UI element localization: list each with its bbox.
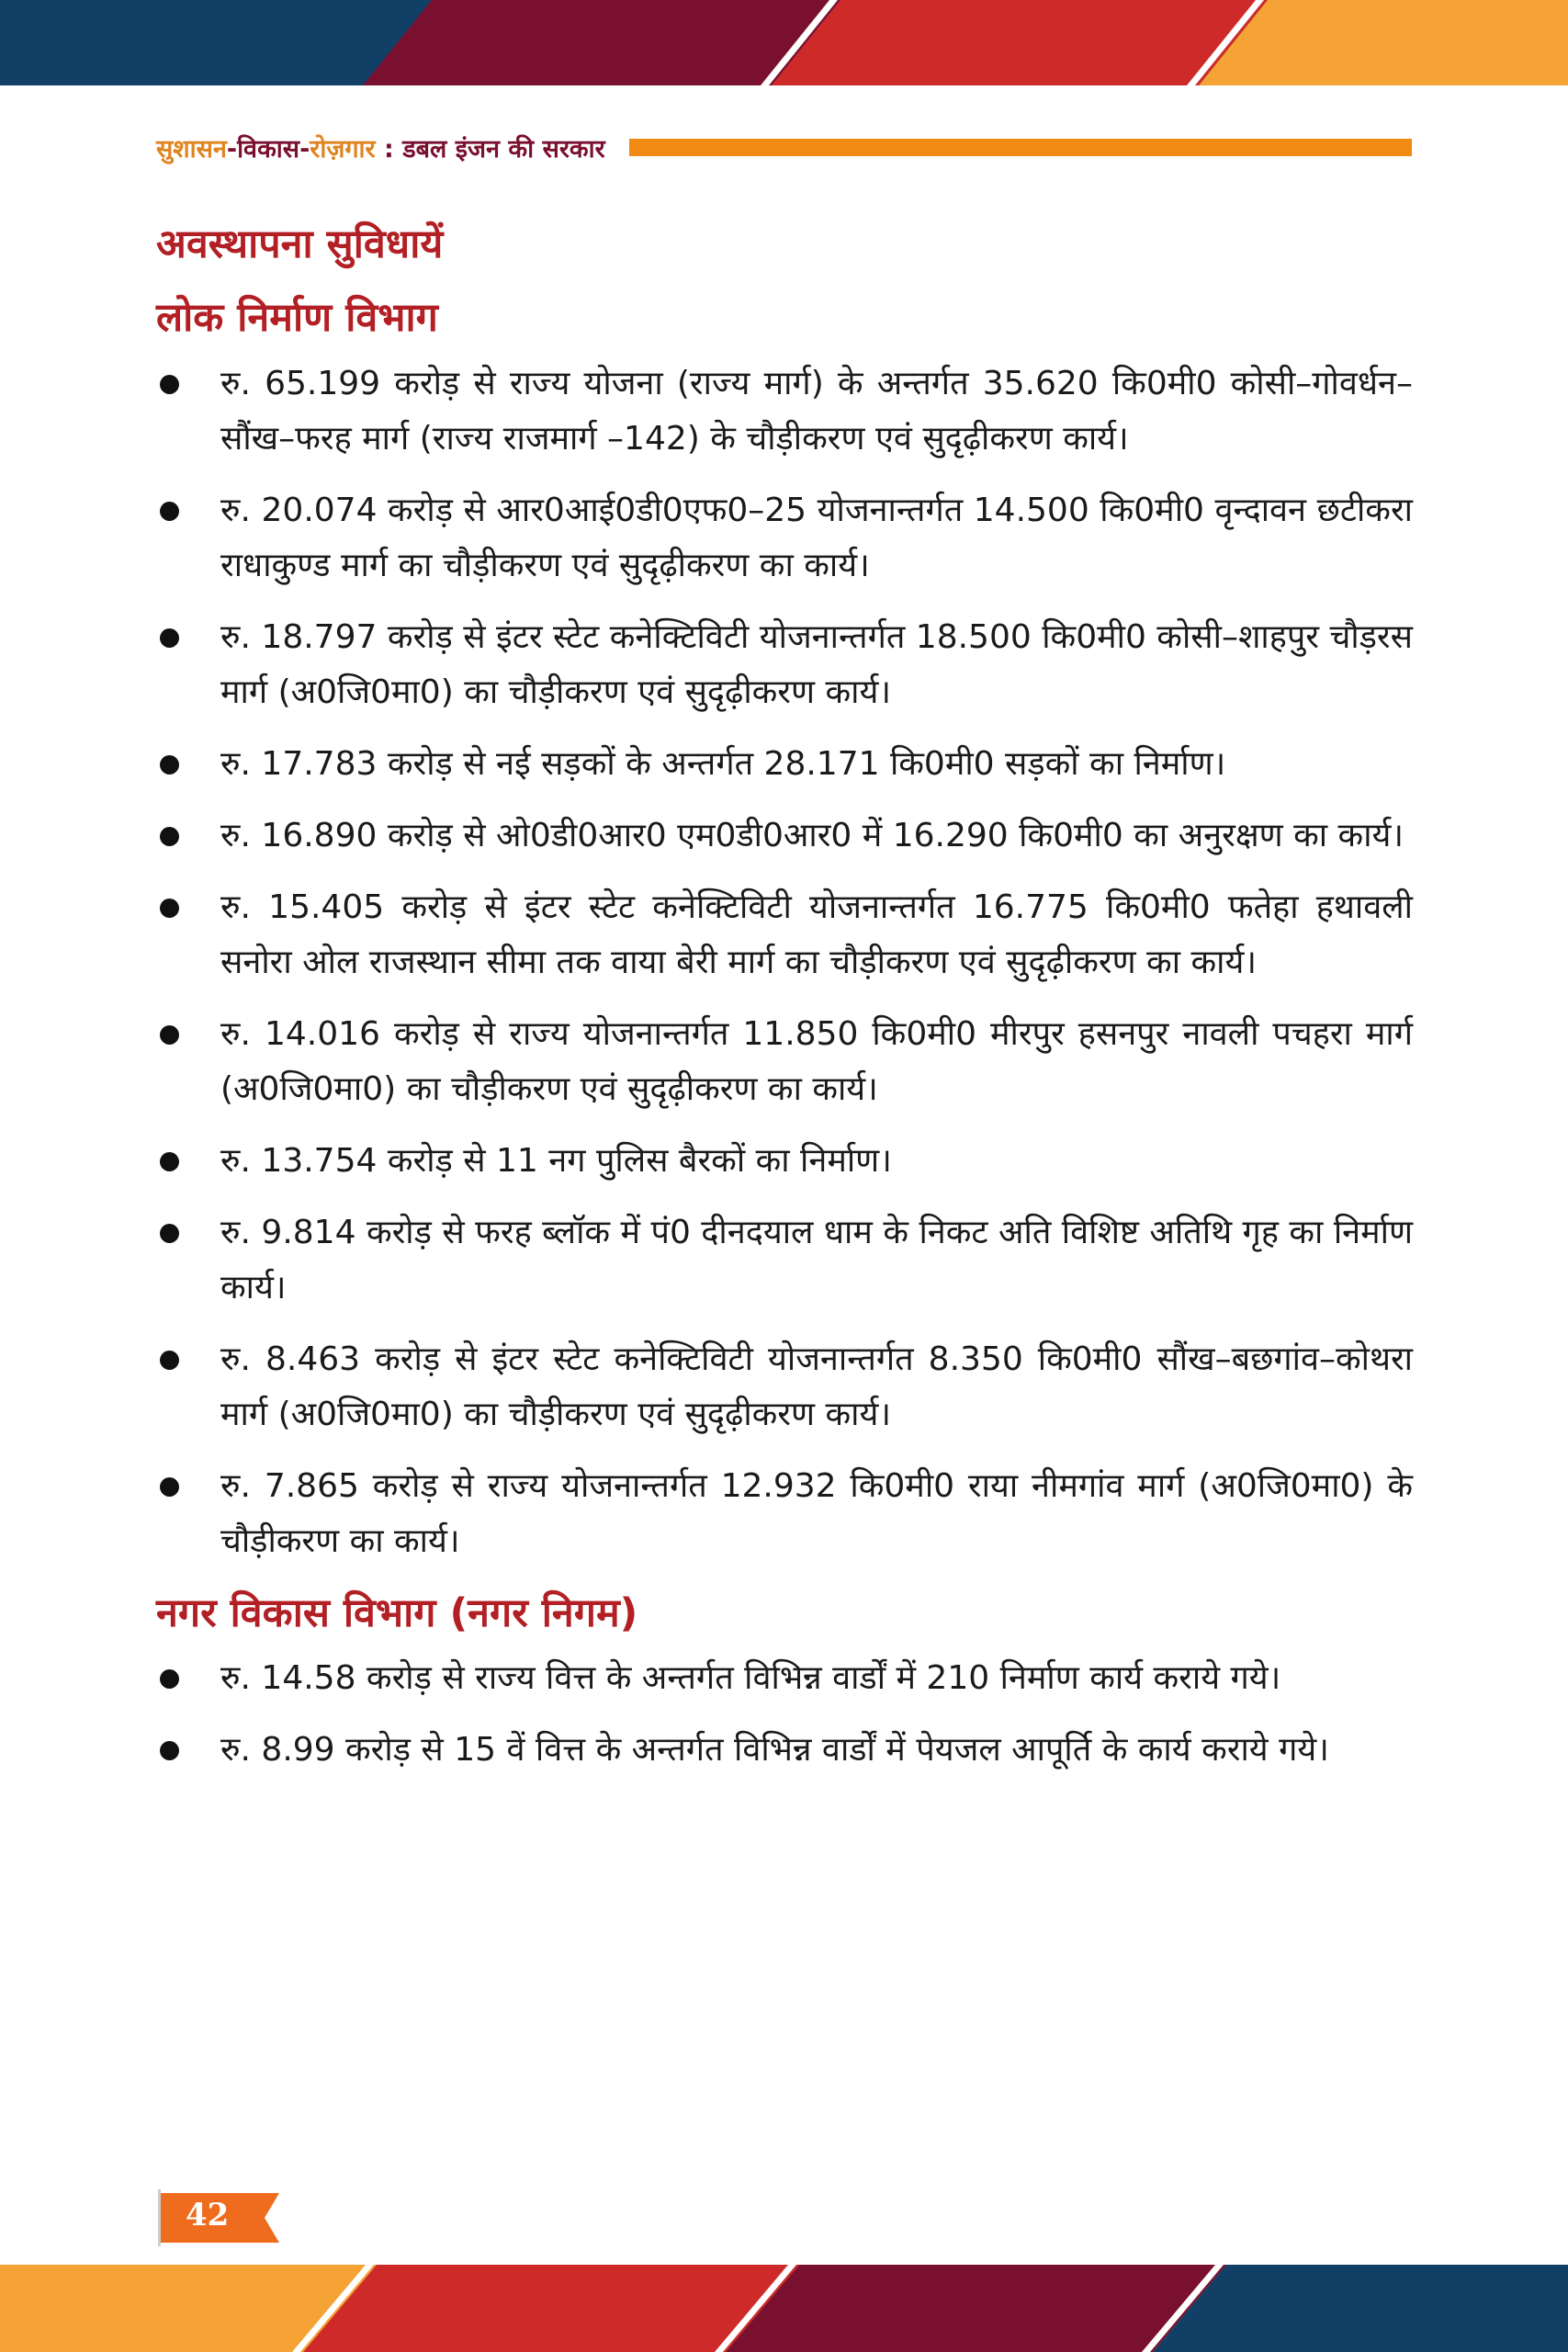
list-item-text: रु. 7.865 करोड़ से राज्य योजनान्तर्गत 12.932 कि0मी0 राया नीमगांव मार्ग (अ0जि0मा0) के चौड़ीकरण का कार्य। [220, 1466, 1413, 1560]
bullet-icon [160, 1351, 179, 1370]
page-number: 42 [186, 2197, 230, 2233]
list-item [156, 1007, 1413, 1117]
list-item [156, 737, 1413, 792]
bullet-icon [160, 1669, 179, 1689]
list-item-text: रु. 9.814 करोड़ से फरह ब्लॉक में पं0 दीनदयाल धाम के निकट अति विशिष्ट अतिथि गृह का निर्माण कार्य। [220, 1213, 1413, 1306]
header-part: सुशासन [156, 134, 227, 164]
list-item-text: रु. 65.199 करोड़ से राज्य योजना (राज्य मार्ग) के अन्तर्गत 35.620 कि0मी0 कोसी–गोवर्धन–सौंख–फरह मार्ग (राज्य राजमार्ग –142) के चौड़ीकरण एवं सुदृढ़ीकरण कार्य। [220, 364, 1413, 458]
running-header-title [156, 130, 605, 164]
header-part: विकास [237, 134, 300, 164]
list-item-text: रु. 20.074 करोड़ से आर0आई0डी0एफ0–25 योजनान्तर्गत 14.500 कि0मी0 वृन्दावन छटीकरा राधाकुण्ड मार्ग का चौड़ीकरण एवं सुदृढ़ीकरण का कार्य। [220, 491, 1413, 584]
page-number-tab [158, 2189, 287, 2246]
header-part: - [299, 134, 310, 164]
list-item-text: रु. 18.797 करोड़ से इंटर स्टेट कनेक्टिविटी योजनान्तर्गत 18.500 कि0मी0 कोसी–शाहपुर चौड़रस मार्ग (अ0जि0मा0) का चौड़ीकरण एवं सुदृढ़ीकरण कार्य। [220, 617, 1413, 711]
list-item-text: रु. 14.016 करोड़ से राज्य योजनान्तर्गत 11.850 कि0मी0 मीरपुर हसनपुर नावली पचहरा मार्ग (अ0जि0मा0) का चौड़ीकरण एवं सुदृढ़ीकरण का कार्य। [220, 1014, 1413, 1108]
list-item-text: रु. 14.58 करोड़ से राज्य वित्त के अन्तर्गत विभिन्न वार्डों में 210 निर्माण कार्य कराये गये। [220, 1659, 1281, 1698]
bullet-icon [160, 1477, 179, 1497]
urban-list [156, 1651, 1413, 1778]
top-color-band [0, 0, 1568, 85]
list-item-text: रु. 16.890 करोड़ से ओ0डी0आर0 एम0डी0आर0 में 16.290 कि0मी0 का अनुरक्षण का कार्य। [220, 816, 1404, 854]
list-item [156, 880, 1413, 990]
bullet-icon [160, 1224, 179, 1243]
bullet-icon [160, 899, 179, 918]
bottom-color-band [0, 2265, 1568, 2352]
section-heading-infrastructure: अवस्थापना सुविधायें [156, 221, 444, 267]
list-item [156, 356, 1413, 467]
list-item [156, 483, 1413, 594]
list-item [156, 808, 1413, 864]
list-item [156, 1205, 1413, 1316]
list-item [156, 1723, 1413, 1778]
bullet-icon [160, 1741, 179, 1760]
list-item-text: रु. 8.463 करोड़ से इंटर स्टेट कनेक्टिविटी योजनान्तर्गत 8.350 कि0मी0 सौंख–बछगांव–कोथरा मार्ग (अ0जि0मा0) का चौड़ीकरण एवं सुदृढ़ीकरण कार्य। [220, 1340, 1413, 1433]
pwd-list [156, 356, 1413, 1569]
running-header [156, 129, 1412, 165]
list-item [156, 1134, 1413, 1189]
section-heading-pwd: लोक निर्माण विभाग [156, 294, 438, 341]
header-part: : डबल इंजन की सरकार [375, 134, 605, 164]
list-item [156, 1332, 1413, 1442]
list-item [156, 610, 1413, 720]
list-item-text: रु. 17.783 करोड़ से नई सड़कों के अन्तर्गत 28.171 कि0मी0 सड़कों का निर्माण। [220, 744, 1226, 783]
bullet-icon [160, 502, 179, 521]
bullet-icon [160, 1152, 179, 1171]
list-item [156, 1459, 1413, 1569]
list-item-text: रु. 15.405 करोड़ से इंटर स्टेट कनेक्टिविटी योजनान्तर्गत 16.775 कि0मी0 फतेहा हथावली सनोरा ओल राजस्थान सीमा तक वाया बेरी मार्ग का चौड़ीकरण एवं सुदृढ़ीकरण का कार्य। [220, 888, 1413, 981]
bullet-icon [160, 375, 179, 394]
header-part: रोज़गार [310, 134, 376, 164]
list-item-text: रु. 13.754 करोड़ से 11 नग पुलिस बैरकों का निर्माण। [220, 1141, 892, 1180]
section-heading-urban: नगर विकास विभाग (नगर निगम) [156, 1589, 638, 1636]
header-part: - [226, 134, 238, 164]
bullet-icon [160, 1025, 179, 1045]
list-item-text: रु. 8.99 करोड़ से 15 वें वित्त के अन्तर्गत विभिन्न वार्डों में पेयजल आपूर्ति के कार्य कराये गये। [220, 1731, 1329, 1770]
bullet-icon [160, 628, 179, 648]
page-content [156, 220, 1413, 1794]
bullet-icon [160, 827, 179, 846]
list-item [156, 1651, 1413, 1706]
header-rule [629, 139, 1412, 156]
bullet-icon [160, 755, 179, 775]
